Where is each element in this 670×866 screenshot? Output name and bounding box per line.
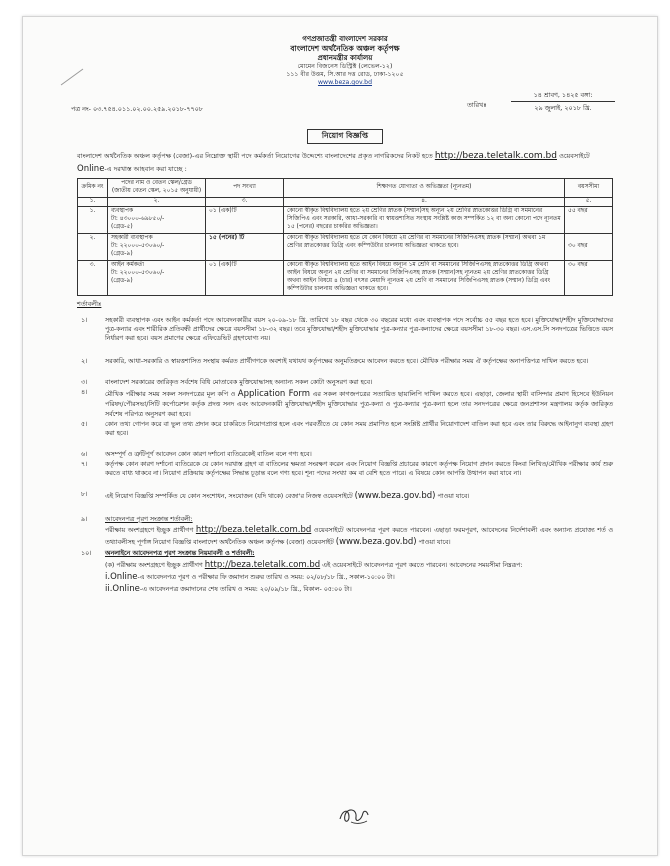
date-label: তারিখঃ — [467, 101, 487, 110]
notice-title-wrap — [77, 129, 613, 143]
post-grade: (গ্রেড-৫) — [111, 223, 133, 230]
th-age: বয়সসীমা — [565, 178, 613, 197]
col-number: ৪. — [284, 197, 565, 206]
website-link[interactable]: (www.beza.gov.bd) — [354, 491, 436, 502]
website-link[interactable]: (www.beza.gov.bd) — [335, 537, 417, 548]
condition-item — [77, 420, 613, 438]
apply-url-link[interactable]: http://beza.teletalk.com.bd — [195, 524, 312, 535]
col-number: ২. — [108, 197, 206, 206]
condition-text-part: পরীক্ষায় অংশগ্রহণে ইচ্ছুক প্রার্থীগণ — [105, 526, 194, 534]
cell-serial: ৩. — [78, 260, 108, 295]
notice-document — [22, 16, 658, 856]
post-scale: টা: ৪৩০০০-৬৯৮৫০/- — [111, 215, 165, 222]
cell-post — [108, 206, 206, 233]
cell-age: ৫৫ বছর — [565, 206, 613, 233]
memo-number: পত্র নং- ০৩.৭৫৪.০১১.০২.০০.২৫৯.২০১৮-৭৭০৮ — [71, 105, 203, 114]
condition-text — [105, 388, 613, 419]
table-row — [78, 260, 613, 295]
condition-text-part: ওয়েবসাইটে আবেদনপত্র পূরণ করতে পারবেন। এছাড়া ফরমপূরণ, আবেদনের নির্দেশাবলী এবং অন্যান্য প্রযোজ্য শর্ত ও তথ্যাবলীসহ পূর্ণাঙ্গ নিয়োগ বিজ্ঞপ্তি বাংলাদেশ অর্থনৈতিক অঞ্চল কর্তৃপক্ষ (বেজা) ওয়েবসাইট — [105, 526, 613, 547]
cell-post — [108, 260, 206, 295]
schedule-text: -এ আবেদনপত্র পূরণ ও পরীক্ষার ফি জমাদান শুরুর তারিখ ও সময়: ০২/০৮/১৮ খ্রি., সকাল-১০:০০ টা। — [137, 573, 395, 581]
post-name: আইন কর্মকর্তা — [111, 261, 144, 268]
website-link[interactable]: www.beza.gov.bd — [317, 79, 373, 87]
cell-age: ৩০ বছর — [565, 260, 613, 295]
condition-number: ৬। — [81, 450, 88, 458]
condition-text: বাংলাদেশ সরকারের জারিকৃত সর্বশেষ বিধি মোতাবেক মুক্তিযোদ্ধাসহ অন্যান্য সকল কোটা অনুসরণ করা হবে। — [105, 379, 373, 387]
col-number: ১. — [78, 197, 108, 206]
condition-text-part: এর সকল কাগজপত্রের সত্যায়িত ছায়ালিপি দাখিল করতে হবে। এছাড়া, জেলার স্থায়ী বাসিন্দার প্রমাণ হিসেবে ইউনিয়ন পরিষদ/পৌরসভা/সিটি কর্পোরেশন কর্তৃক প্রদত্ত সনদ এবং আবেদনকারী মুক্তিযোদ্ধা/শহীদ মুক্তিযোদ্ধার পুত্র-কন্যা ও পুত্র-কন্যার পুত্র-কন্যা হলে তার সনদপত্রের ক্ষেত্রে জনপ্রশাসন মন্ত্রণালয় কর্তৃক জারিকৃত সর্বশেষ পরিপত্র অনুসরণ করা হবে। — [105, 391, 613, 418]
intro-text-2: ওয়েবসাইটে — [559, 151, 590, 160]
notice-title: নিয়োগ বিজ্ঞপ্তি — [307, 129, 383, 143]
condition-number: ৮। — [81, 491, 88, 499]
date-bangla: ১৪ শ্রাবণ, ১৪২৫ বঙ্গা: — [511, 91, 615, 102]
condition-item — [77, 490, 613, 502]
th-serial: ক্রমিক নং — [78, 178, 108, 197]
condition-number: ৭। — [81, 461, 88, 469]
signature — [337, 805, 371, 827]
condition-text: সরকারি, আধা-সরকারি ও স্বায়ত্তশাসিত সংস্থায় কর্মরত প্রার্থীগণকে অবশ্যই যথাযথ কর্তৃপক্ষের অনুমতিক্রমে আবেদন করতে হবে। মৌখিক পরীক্ষার সময় ঐ কর্তৃপক্ষের অনাপত্তিপত্র দাখিল করতে হবে। — [105, 357, 589, 365]
post-grade: (গ্রেড-৯) — [111, 250, 133, 257]
post-name: সহকারী ব্যবস্থাপক — [111, 234, 153, 241]
cell-count: ১৫ (পনের) টি — [206, 233, 284, 260]
intro-text-3: -এ দরখাস্ত আহবান করা যাচ্ছে : — [104, 164, 187, 173]
conditions-heading: শর্তাবলীঃ — [77, 299, 102, 308]
condition-item — [77, 357, 613, 366]
schedule-item — [105, 571, 613, 583]
condition-item — [77, 460, 613, 478]
authority-name: বাংলাদেশ অর্থনৈতিক অঞ্চল কর্তৃপক্ষ — [290, 44, 400, 54]
condition-text-part: পাওয়া যাবে। — [418, 539, 451, 547]
condition-text-part: এই ওয়েবসাইটে আবেদনপত্র পূরণ করতে পারবেন। আবেদনের সময়সীমা নিম্নরূপ: — [322, 561, 523, 569]
letterhead — [77, 35, 613, 87]
pen-stroke-mark — [59, 67, 85, 87]
schedule-text: -এ আবেদনপত্র জমাদানের শেষ তারিখ ও সময়: ২০/০৯/১৮ খ্রি., বিকাল- ০৫:০০ টা। — [139, 586, 352, 594]
date-block — [467, 91, 615, 113]
condition-number: ১০। — [81, 550, 92, 558]
table-header-row — [78, 178, 613, 197]
govt-name: গণপ্রজাতন্ত্রী বাংলাদেশ সরকার — [302, 35, 388, 43]
th-post: পদের নাম ও বেতন স্কেল/গ্রেড (জাতীয় বেতন স্কেল, ২০১৫ অনুযায়ী) — [108, 178, 206, 197]
cell-serial: ২. — [78, 233, 108, 260]
col-number: ৩. — [206, 197, 284, 206]
condition-number: ৯। — [81, 515, 88, 523]
condition-heading: অনলাইনে আবেদনপত্র পূরণ সংক্রান্ত নিয়মাবলী ও শর্তাবলী: — [105, 550, 255, 558]
condition-text — [105, 549, 613, 595]
condition-text-part: মৌখিক পরীক্ষার সময় সকল সনদপত্রের মূল কপি ও — [105, 391, 236, 399]
condition-number: ৫। — [81, 420, 88, 428]
vacancy-table — [77, 178, 613, 296]
col-number: ৫. — [565, 197, 613, 206]
th-count: পদ সংখ্যা — [206, 178, 284, 197]
apply-url-link[interactable]: http://beza.teletalk.com.bd — [434, 150, 557, 161]
building-name: মোমেন বিজনেস ডিস্ট্রিক্ট (লেভেল-১২) — [297, 62, 393, 70]
condition-text — [105, 515, 613, 549]
condition-item — [77, 388, 613, 419]
condition-heading: আবেদনপত্র পূরণ সংক্রান্ত শর্তাবলী: — [105, 515, 193, 523]
condition-text-part: এই নিয়োগ বিজ্ঞপ্তি সম্পর্কিত যে কোন সংশোধন, সংযোজন (যদি থাকে) বেজা'র নিজস্ব ওয়েবসাইটে — [105, 493, 353, 501]
table-row — [78, 206, 613, 233]
schedule-item — [105, 583, 613, 595]
cell-age: ৩০ বছর — [565, 233, 613, 260]
intro-paragraph — [77, 150, 613, 175]
office-name: প্রধানমন্ত্রীর কার্যালয় — [317, 53, 373, 62]
condition-text: অসম্পূর্ণ ও ত্রুটিপূর্ণ আবেদন কোন কারণ দর্শানো ব্যতিরেকেই বাতিল বলে গণ্য হবে। — [105, 450, 312, 458]
th-qualification: শিক্ষাগত যোগ্যতা ও অভিজ্ঞতা (ন্যূনতম) — [284, 178, 565, 197]
cell-count: ০১ (এক)টি — [206, 260, 284, 295]
cell-serial: ১. — [78, 206, 108, 233]
office-address: ১১১ বীর উত্তম, সি.আর দত্ত রোড, ঢাকা-১২০৫ — [286, 71, 404, 78]
reference-row — [71, 91, 613, 125]
post-grade: (গ্রেড-৯) — [111, 277, 133, 284]
online-word: Online — [77, 163, 105, 174]
condition-item — [77, 378, 613, 387]
cell-qualification: কোনো স্বীকৃত বিশ্ববিদ্যালয় হতে আইন বিষয়ে অন্যূন ১ম শ্রেণি বা সমমানের সিজিপিএসহ স্নাতকোত্তর ডিগ্রি অথবা আইন বিষয়ে অন্যূন ২য় শ্রেণির বা সমমানের সিজিপিএসহ স্নাতক (সম্মান)সহ ন্যূনতম ২য় শ্রেণির স্নাতকোত্তর ডিগ্রি অথবা আইন বিষয়ে ৪ (চার) বৎসর মেয়াদি ন্যূনতম ২য় শ্রেণি বা সমমানের সিজিপিএসহ স্নাতক (সম্মান) ডিগ্রি এবং কম্পিউটার চালনায় অভিজ্ঞতা থাকতে হবে। — [284, 260, 565, 295]
condition-text — [105, 490, 613, 502]
condition-item — [77, 316, 613, 343]
condition-text: সহকারী ব্যবস্থাপক এবং আইন কর্মকর্তা পদে আবেদনকারীর বয়স ২০-০৯-১৮ খ্রি. তারিখে ১৮ বছর থেকে ৩০ বছরের মধ্যে এবং ব্যবস্থাপক পদে সর্বোচ্চ ৫৫ বছর হতে হবে। মুক্তিযোদ্ধা/শহীদ মুক্তিযোদ্ধাদের পুত্র-কন্যার এবং শারীরিক প্রতিবন্ধী প্রার্থীদের ক্ষেত্রে বয়সসীমা ১৮-৩২ বছর। তবে মুক্তিযোদ্ধা/শহীদ মুক্তিযোদ্ধার পুত্র-কন্যার পুত্র-কন্যাদের ক্ষেত্রে বয়সসীমা ১৮-৩০ বছর। এস.এস.সি সনদপত্রের ভিত্তিতে বয়স নির্ধারণ করা হবে। বয়স প্রমাণের ক্ষেত্রে এফিডেভিট গ্রহণযোগ্য নয়। — [105, 316, 613, 342]
post-scale: টা: ২২০০০-৫৩০৬০/- — [111, 269, 165, 276]
cell-qualification: কোনো স্বীকৃত বিশ্ববিদ্যালয় হতে যে কোন বিষয়ে ২য় শ্রেণির বা সমমানের সিজিপিএসহ স্নাতক (সম্মান) অথবা ১ম শ্রেণির স্নাতকোত্তর ডিগ্রি এবং কম্পিউটার চালনায় অভিজ্ঞতা থাকতে হবে। — [284, 233, 565, 260]
post-scale: টা: ২২০০০-৫৩০৬০/- — [111, 242, 165, 249]
condition-text-part: পাওয়া যাবে। — [437, 493, 470, 501]
condition-item — [77, 450, 613, 459]
table-row — [78, 233, 613, 260]
online-label: ii.Online — [105, 584, 140, 595]
condition-number: ৩। — [81, 379, 88, 387]
application-form-term: Application Form — [237, 389, 310, 400]
date-english: ২৯ জুলাই, ২০১৮ খ্রি. — [534, 103, 592, 112]
column-number-row — [78, 197, 613, 206]
online-label: i.Online — [105, 571, 138, 582]
condition-number: ২। — [81, 357, 88, 365]
condition-number: ১। — [81, 316, 88, 324]
condition-item — [77, 549, 613, 595]
condition-text-part: (ক) পরীক্ষায় অংশগ্রহণে ইচ্ছুক প্রার্থীগণ — [105, 561, 203, 569]
intro-text-1: বাংলাদেশ অর্থনৈতিক অঞ্চল কর্তৃপক্ষ (বেজা)-এর নিম্নোক্ত স্থায়ী পদে কর্মকর্তা নিয়োগের উদ্দেশ্যে বাংলাদেশের প্রকৃত নাগরিকদের নিকট হতে — [77, 151, 433, 160]
condition-item — [77, 515, 613, 549]
condition-text: কর্তৃপক্ষ কোন কারণ দর্শানো ব্যতিরেকে যে কোন দরখাস্ত গ্রহণ বা বাতিলের ক্ষমতা সংরক্ষণ করেন এবং নিয়োগ বিজ্ঞপ্তি প্রচারের কারণে কর্তৃপক্ষ নিয়োগ প্রদান করতে কিংবা লিখিত/মৌখিক পরীক্ষার কার্য শুরু করতে বাধ্য থাকবে না। নিয়োগ প্রক্রিয়ায় কর্তৃপক্ষের সিদ্ধান্ত চূড়ান্ত বলে গণ্য হবে। শূন্য পদের সংখ্যা কম বা বেশি হতে পারে। এ বিষয়ে কোন আপত্তি উত্থাপন করা যাবে না। — [105, 461, 613, 478]
condition-text: কোন তথ্য গোপন করে বা ভুল তথ্য প্রদান করে চাকরিতে নিয়োগপ্রাপ্ত হলে এবং পরবর্তীতে যে কোন সময় প্রমাণিত হলে সংশ্লিষ্ট প্রার্থীর নিয়োগাদেশ বাতিল করা হবে এবং তার বিরুদ্ধে আইনানুগ ব্যবস্থা গ্রহণ করা হবে। — [105, 420, 613, 437]
cell-post — [108, 233, 206, 260]
post-name: ব্যবস্থাপক — [111, 207, 133, 214]
condition-number: ৪। — [81, 389, 88, 397]
cell-qualification: কোনো স্বীকৃত বিশ্ববিদ্যালয় হতে ২য় শ্রেণির স্নাতক (সম্মান)সহ অন্যূন ২য় শ্রেণির স্নাতকোত্তর ডিগ্রি বা সমমানের সিজিপিএ এবং সরকারি, আধা-সরকারি বা স্বায়ত্তশাসিত সংস্থায় সংশ্লিষ্ট কাজ সম্পর্কিত ১২ বা অন্য কোনো পদে ন্যূনতম ১৫ (পনের) বছরের চাকরির অভিজ্ঞতা। — [284, 206, 565, 233]
apply-url-link[interactable]: http://beza.teletalk.com.bd — [204, 559, 321, 570]
cell-count: ০১ (এক)টি — [206, 206, 284, 233]
